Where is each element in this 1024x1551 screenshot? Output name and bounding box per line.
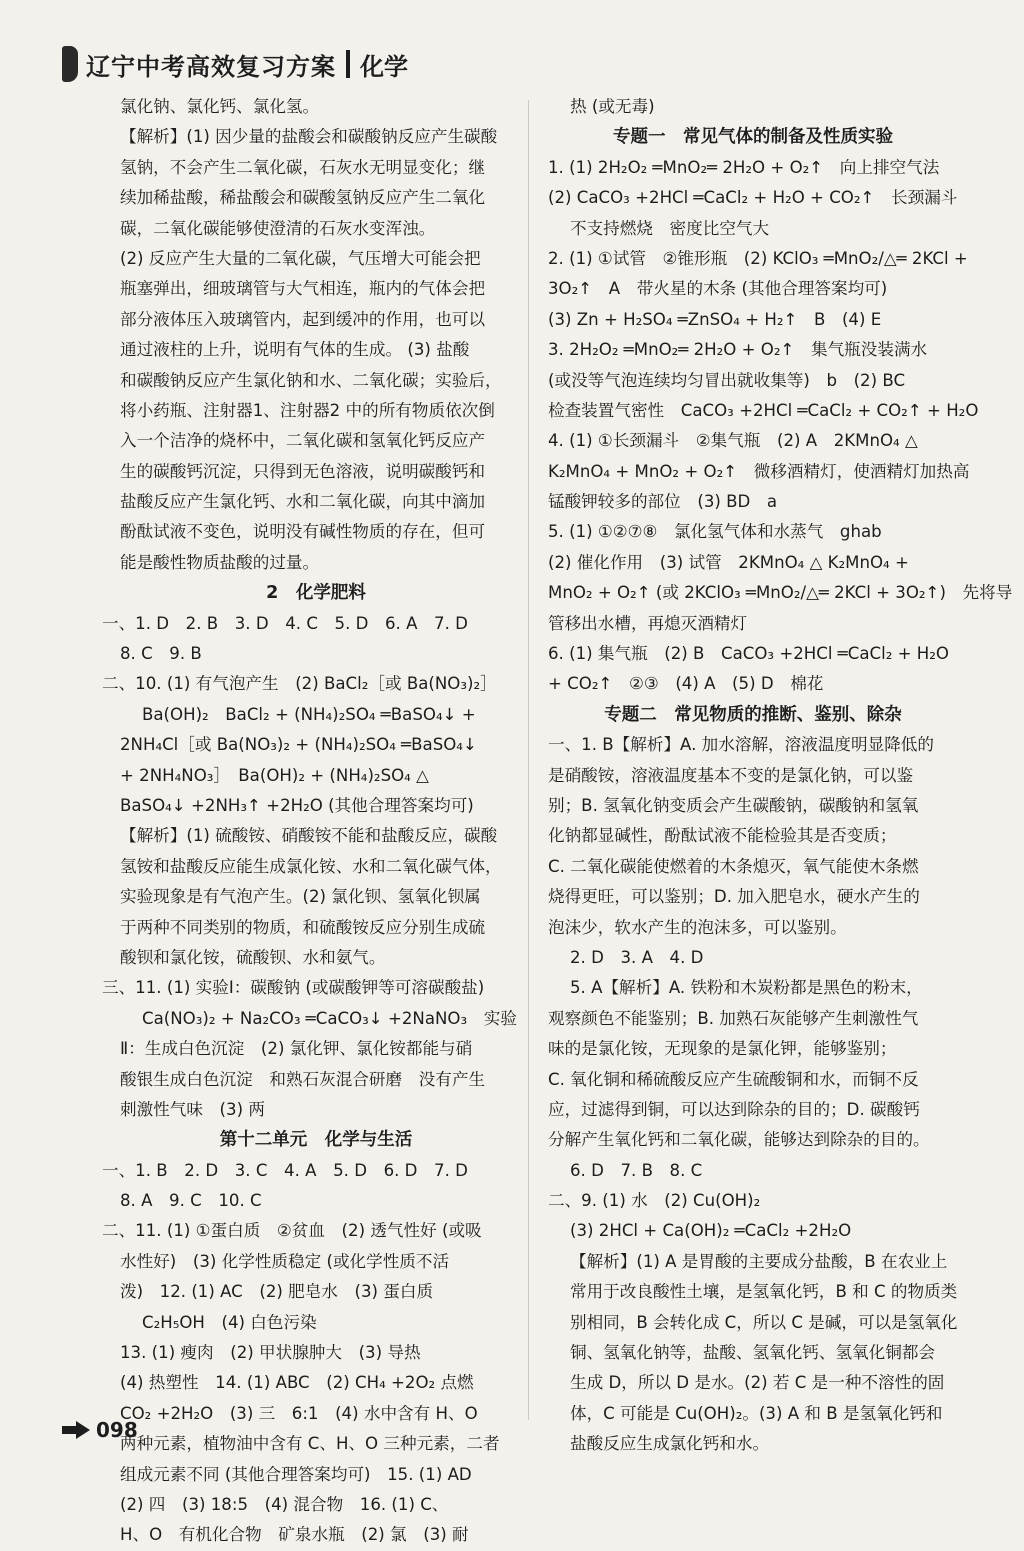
text-line: 一、1. D 2. B 3. D 4. C 5. D 6. A 7. D — [102, 613, 468, 633]
text-line: (2) 催化作用 (3) 试管 2KMnO₄ △ K₂MnO₄ + — [548, 552, 909, 572]
text-line: 烧得更旺，可以鉴别；D. 加入肥皂水，硬水产生的 — [548, 887, 920, 907]
text-line: CO₂ +2H₂O (3) 三 6:1 (4) 水中含有 H、O — [120, 1403, 478, 1423]
text-line: 碳，二氧化碳能够使澄清的石灰水变浑浊。 — [120, 218, 436, 238]
text-line: 锰酸钾较多的部位 (3) BD a — [548, 492, 778, 512]
text-line: 【解析】(1) 因少量的盐酸会和碳酸钠反应产生碳酸 — [120, 127, 498, 147]
text-line: 5. (1) ①②⑦⑧ 氯化氢气体和水蒸气 ghab — [548, 522, 882, 542]
right-column — [548, 92, 1013, 1460]
text-line: 二、11. (1) ①蛋白质 ②贫血 (2) 透气性好 (或吸 — [102, 1221, 482, 1241]
book-title: 辽宁中考高效复习方案 — [86, 52, 336, 81]
text-line: + CO₂↑ ②③ (4) A (5) D 棉花 — [548, 674, 824, 694]
text-line: 二、10. (1) 有气泡产生 (2) BaCl₂［或 Ba(NO₃)₂］ — [102, 674, 497, 694]
text-line: (3) Zn + H₂SO₄ ═ZnSO₄ + H₂↑ B (4) E — [548, 309, 882, 329]
text-line: 不支持燃烧 密度比空气大 — [570, 218, 770, 238]
text-line: 管移出水槽，再熄灭酒精灯 — [548, 613, 748, 633]
text-line: MnO₂ + O₂↑ (或 2KClO₃ ═MnO₂/△═ 2KCl + 3O₂↑) 先将导 — [548, 583, 1013, 603]
text-line: 【解析】(1) 硫酸铵、硝酸铵不能和盐酸反应，碳酸 — [120, 826, 498, 846]
subject-label: 化学 — [360, 52, 408, 81]
text-line: 2NH₄Cl［或 Ba(NO₃)₂ + (NH₄)₂SO₄ ═BaSO₄↓ — [120, 735, 477, 755]
text-line: 2. (1) ①试管 ②锥形瓶 (2) KClO₃ ═MnO₂/△═ 2KCl + — [548, 248, 968, 268]
text-line: 【解析】(1) A 是胃酸的主要成分盐酸，B 在农业上 — [570, 1251, 948, 1271]
text-line: K₂MnO₄ + MnO₂ + O₂↑ 微移酒精灯，使酒精灯加热高 — [548, 461, 970, 481]
page-header — [62, 44, 408, 84]
column-divider — [528, 100, 529, 1420]
text-line: 瓶塞弹出，细玻璃管与大气相连，瓶内的气体会把 — [120, 279, 486, 299]
text-line: 味的是氯化铵，无现象的是氯化钾，能够鉴别； — [548, 1039, 897, 1059]
text-line: 铜、氢氧化钠等，盐酸、氢氧化钙、氢氧化铜都会 — [570, 1343, 936, 1363]
text-line: 别；B. 氢氧化钠变质会产生碳酸钠，碳酸钠和氢氧 — [548, 795, 919, 815]
arrow-right-icon — [62, 1421, 92, 1439]
text-line: 于两种不同类别的物质，和硫酸铵反应分别生成硫 — [120, 917, 486, 937]
text-line: 8. A 9. C 10. C — [120, 1191, 262, 1211]
text-line: 4. (1) ①长颈漏斗 ②集气瓶 (2) A 2KMnO₄ △ — [548, 431, 918, 451]
text-line: 能是酸性物质盐酸的过量。 — [120, 552, 320, 572]
text-line: H、O 有机化合物 矿泉水瓶 (2) 氯 (3) 耐 — [120, 1525, 469, 1545]
text-line: 13. (1) 瘦肉 (2) 甲状腺肿大 (3) 导热 — [120, 1343, 421, 1363]
text-line: 盐酸反应产生氯化钙、水和二氧化碳，向其中滴加 — [120, 492, 486, 512]
text-line: 两种元素，植物油中含有 C、H、O 三种元素，二者 — [120, 1434, 500, 1454]
page-footer — [62, 1418, 138, 1442]
text-line: (或没等气泡连续均匀冒出就收集等) b (2) BC — [548, 370, 906, 390]
text-line: 水性好) (3) 化学性质稳定 (或化学性质不活 — [120, 1251, 450, 1271]
section-heading: 专题一 常见气体的制备及性质实验 — [613, 127, 893, 148]
text-line: 观察颜色不能鉴别；B. 加熟石灰能够产生刺激性气 — [548, 1008, 919, 1028]
text-line: 生的碳酸钙沉淀，只得到无色溶液，说明碳酸钙和 — [120, 461, 486, 481]
text-line: (2) CaCO₃ +2HCl ═CaCl₂ + H₂O + CO₂↑ 长颈漏斗 — [548, 188, 958, 208]
text-line: C. 二氧化碳能使燃着的木条熄灭，氧气能使木条燃 — [548, 856, 919, 876]
text-line: 8. C 9. B — [120, 644, 202, 664]
text-line: 6. D 7. B 8. C — [570, 1160, 703, 1180]
title-separator — [346, 50, 350, 78]
section-heading: 2 化学肥料 — [266, 583, 366, 604]
text-line: (4) 热塑性 14. (1) ABC (2) CH₄ +2O₂ 点燃 — [120, 1373, 474, 1393]
text-line: 常用于改良酸性土壤，是氢氧化钙，B 和 C 的物质类 — [570, 1282, 958, 1302]
text-line: 通过液柱的上升，说明有气体的生成。 (3) 盐酸 — [120, 340, 470, 360]
text-line: 6. (1) 集气瓶 (2) B CaCO₃ +2HCl ═CaCl₂ + H₂O — [548, 644, 949, 664]
text-line: 3O₂↑ A 带火星的木条 (其他合理答案均可) — [548, 279, 888, 299]
text-line: 化钠都显碱性，酚酞试液不能检验其是否变质； — [548, 826, 897, 846]
text-line: + 2NH₄NO₃］ Ba(OH)₂ + (NH₄)₂SO₄ △ — [120, 765, 429, 785]
page-number: 098 — [96, 1418, 138, 1442]
text-line: 3. 2H₂O₂ ═MnO₂═ 2H₂O + O₂↑ 集气瓶没装满水 — [548, 340, 928, 360]
text-line: 应，过滤得到铜，可以达到除杂的目的；D. 碳酸钙 — [548, 1099, 920, 1119]
text-line: 一、1. B【解析】A. 加水溶解，溶液温度明显降低的 — [548, 735, 934, 755]
text-line: Ca(NO₃)₂ + Na₂CO₃ ═CaCO₃↓ +2NaNO₃ 实验 — [142, 1008, 517, 1028]
text-line: 入一个洁净的烧杯中，二氧化碳和氢氧化钙反应产 — [120, 431, 486, 451]
text-line: 1. (1) 2H₂O₂ ═MnO₂═ 2H₂O + O₂↑ 向上排空气法 — [548, 157, 940, 177]
section-heading: 专题二 常见物质的推断、鉴别、除杂 — [604, 704, 902, 725]
text-line: 酚酞试液不变色，说明没有碱性物质的存在，但可 — [120, 522, 486, 542]
text-line: 体，C 可能是 Cu(OH)₂。(3) A 和 B 是氢氧化钙和 — [570, 1403, 943, 1423]
text-line: 部分液体压入玻璃管内，起到缓冲的作用，也可以 — [120, 309, 486, 329]
text-line: 氯化钠、氯化钙、氯化氢。 — [120, 97, 320, 116]
text-line: 实验现象是有气泡产生。(2) 氯化钡、氢氧化钡属 — [120, 887, 481, 907]
text-line: 将小药瓶、注射器1、注射器2 中的所有物质依次倒 — [120, 400, 495, 420]
text-line: 氢钠，不会产生二氧化碳，石灰水无明显变化；继 — [120, 157, 486, 177]
text-line: C₂H₅OH (4) 白色污染 — [142, 1312, 317, 1332]
text-line: BaSO₄↓ +2NH₃↑ +2H₂O (其他合理答案均可) — [120, 795, 474, 815]
text-line: 生成 D，所以 D 是水。(2) 若 C 是一种不溶性的固 — [570, 1373, 945, 1393]
brand-mark-icon — [62, 46, 78, 82]
text-line: 分解产生氧化钙和二氧化碳，能够达到除杂的目的。 — [548, 1130, 930, 1150]
text-line: 二、9. (1) 水 (2) Cu(OH)₂ — [548, 1191, 761, 1211]
text-line: 组成元素不同 (其他合理答案均可) 15. (1) AD — [120, 1464, 472, 1484]
text-line: 泼) 12. (1) AC (2) 肥皂水 (3) 蛋白质 — [120, 1282, 434, 1302]
section-heading: 第十二单元 化学与生活 — [219, 1130, 413, 1151]
text-line: 氢铵和盐酸反应能生成氯化铵、水和二氧化碳气体， — [120, 856, 502, 876]
text-line: (2) 四 (3) 18:5 (4) 混合物 16. (1) C、 — [120, 1494, 449, 1514]
text-line: (2) 反应产生大量的二氧化碳，气压增大可能会把 — [120, 248, 481, 268]
text-line: 盐酸反应生成氯化钙和水。 — [570, 1434, 770, 1454]
text-line: 续加稀盐酸，稀盐酸会和碳酸氢钠反应产生二氧化 — [120, 188, 486, 208]
text-line: Ⅱ：生成白色沉淀 (2) 氯化钾、氯化铵都能与硝 — [120, 1039, 473, 1059]
text-line: 2. D 3. A 4. D — [570, 947, 704, 967]
text-line: 一、1. B 2. D 3. C 4. A 5. D 6. D 7. D — [102, 1160, 468, 1180]
text-line: 检查装置气密性 CaCO₃ +2HCl ═CaCl₂ + CO₂↑ + H₂O — [548, 400, 979, 420]
text-line: 热 (或无毒) — [570, 97, 655, 116]
text-line: 酸钡和氯化铵，硫酸钡、水和氨气。 — [120, 947, 386, 967]
text-line: (3) 2HCl + Ca(OH)₂ ═CaCl₂ +2H₂O — [570, 1221, 852, 1241]
text-line: Ba(OH)₂ BaCl₂ + (NH₄)₂SO₄ ═BaSO₄↓ + — [142, 704, 476, 724]
text-line: 是硝酸铵，溶液温度基本不变的是氯化钠，可以鉴 — [548, 765, 914, 785]
text-line: 酸银生成白色沉淀 和熟石灰混合研磨 没有产生 — [120, 1069, 486, 1089]
text-line: C. 氧化铜和稀硫酸反应产生硫酸铜和水，而铜不反 — [548, 1069, 919, 1089]
text-line: 别相同，B 会转化成 C，所以 C 是碱，可以是氢氧化 — [570, 1312, 958, 1332]
text-line: 5. A【解析】A. 铁粉和木炭粉都是黑色的粉末， — [570, 978, 923, 998]
text-line: 三、11. (1) 实验Ⅰ：碳酸钠 (或碳酸钾等可溶碳酸盐) — [102, 978, 485, 998]
text-line: 刺激性气味 (3) 两 — [120, 1099, 265, 1119]
text-line: 泡沫少，软水产生的泡沫多，可以鉴别。 — [548, 917, 847, 937]
text-line: 和碳酸钠反应产生氯化钠和水、二氧化碳；实验后， — [120, 370, 502, 390]
